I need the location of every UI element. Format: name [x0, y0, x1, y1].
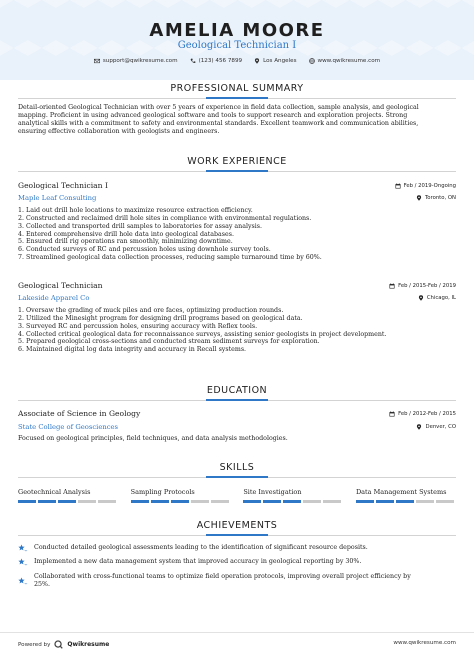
job-dates: [395, 183, 456, 189]
job-dates-text: Feb / 2015-Feb / 2019: [398, 283, 456, 289]
summary-divider: [18, 98, 456, 99]
powered-by-label: Powered by: [18, 641, 51, 648]
skill-segment-filled: [356, 500, 374, 503]
skill-segment-empty: [416, 500, 434, 503]
skill-segment-empty: [98, 500, 116, 503]
achievements-divider: [18, 535, 456, 536]
job-dates: [389, 283, 456, 289]
map-pin-icon: [254, 58, 260, 64]
skill-item: [356, 488, 456, 503]
skill-segment-filled: [376, 500, 394, 503]
skill-segment-filled: [38, 500, 56, 503]
skill-segment-filled: [18, 500, 36, 503]
summary-line: analytical skills with a commitment to safety and environmental standards. Excellent teamwork and communication abilities,: [18, 120, 419, 128]
list-item: 3. Surveyed RC and percussion holes, ensuring accuracy with Reflex tools.: [18, 322, 258, 330]
contact-phone[interactable]: [190, 58, 243, 64]
list-item: 1. Oversaw the grading of muck piles and ore faces, optimizing production rounds.: [18, 307, 284, 314]
job-title: Geological Technician: [18, 281, 103, 290]
summary-line: Detail-oriented Geological Technician with over 5 years of experience in field data collection, sample analysis, and geological: [18, 104, 419, 111]
skill-segment-empty: [323, 500, 341, 503]
summary-line: mapping. Proficient in using advanced geological software and tools to support research and exploration projects. Strong: [18, 112, 408, 120]
calendar-icon: [395, 183, 401, 189]
brand-name: Qwikresume: [67, 641, 110, 648]
email-text: support@qwikresume.com: [102, 58, 178, 64]
job-dates-text: Feb / 2019-Ongoing: [403, 183, 456, 189]
skill-segment-filled: [171, 500, 189, 503]
list-item: 4. Collected critical geological data for reconnaissance surveys, assisting senior geologists in project development.: [18, 330, 387, 338]
calendar-icon: [389, 283, 395, 289]
star-badge-icon: [18, 558, 28, 566]
achievement-item: [18, 573, 456, 589]
list-item: 6. Maintained digital log data integrity and accuracy in Recall systems.: [18, 346, 247, 354]
footer-website[interactable]: www.qwikresume.com: [393, 640, 456, 646]
skill-name: Data Management Systems: [355, 488, 447, 496]
achievement-item: [18, 558, 456, 566]
list-item: 5. Prepared geological cross-sections and conducted stream sediment surveys for exploration.: [18, 338, 320, 346]
skill-segment-empty: [303, 500, 321, 503]
resume-header: [0, 0, 474, 80]
envelope-icon: [94, 58, 100, 64]
star-badge-icon: [18, 544, 28, 552]
job-location-text: Toronto, ON: [424, 195, 456, 201]
skill-segment-empty: [211, 500, 229, 503]
skill-segment-filled: [263, 500, 281, 503]
job-location-text: Chicago, IL: [426, 295, 456, 301]
list-item: 7. Streamlined geological data collection processes, reducing sample turnaround time by 60%.: [18, 254, 322, 262]
location-text: Los Angeles: [263, 58, 297, 64]
phone-text: (123) 456 7899: [198, 58, 243, 64]
qwikresume-logo-icon: [54, 640, 63, 649]
skill-name: Sampling Protocols: [130, 488, 195, 496]
skill-segment-empty: [78, 500, 96, 503]
summary-line: ensuring effective collaboration with geologists and engineers.: [18, 128, 220, 136]
company-name: Lakeside Apparel Co: [18, 294, 90, 302]
job-bullets: [18, 307, 456, 354]
achievement-line: 25%.: [34, 581, 50, 588]
skill-level-bar: [356, 500, 456, 503]
skill-name: Geotechnical Analysis: [18, 488, 91, 496]
skill-segment-filled: [396, 500, 414, 503]
footer-divider: [0, 632, 474, 633]
degree-title: Associate of Science in Geology: [18, 409, 141, 418]
achievements-heading: ACHIEVEMENTS: [196, 520, 278, 531]
list-item: 6. Conducted surveys of RC and percussion holes using downhole survey tools.: [18, 246, 271, 254]
skill-item: [18, 488, 118, 503]
contact-website[interactable]: [309, 58, 381, 64]
skills-divider: [18, 477, 456, 478]
education-heading: EDUCATION: [206, 385, 268, 396]
globe-icon: [309, 58, 315, 64]
contact-bar: [0, 58, 474, 64]
skills-list: [18, 488, 456, 503]
skill-segment-filled: [243, 500, 261, 503]
education-location: [416, 424, 456, 430]
website-text: www.qwikresume.com: [317, 58, 381, 64]
skill-level-bar: [18, 500, 118, 503]
skills-heading: SKILLS: [219, 462, 255, 473]
education-location-text: Denver, CO: [425, 424, 456, 430]
skill-segment-filled: [283, 500, 301, 503]
location-pin-icon: [418, 295, 424, 301]
list-item: 4. Entered comprehensive drill hole data into geological databases.: [18, 230, 234, 238]
candidate-name: AMELIA MOORE: [149, 20, 325, 41]
skill-segment-filled: [151, 500, 169, 503]
calendar-icon: [389, 411, 395, 417]
skill-item: [131, 488, 231, 503]
achievement-item: [18, 544, 456, 552]
list-item: 5. Ensured drill rig operations ran smoothly, minimizing downtime.: [18, 238, 233, 246]
skill-level-bar: [131, 500, 231, 503]
list-item: 1. Laid out drill hole locations to maximize resource extraction efficiency.: [18, 207, 253, 214]
phone-icon: [190, 58, 196, 64]
achievement-text: Conducted detailed geological assessments leading to the identification of significant resource deposits.: [34, 544, 368, 551]
location-pin-icon: [416, 195, 422, 201]
location-pin-icon: [416, 424, 422, 430]
star-badge-icon: [18, 573, 28, 589]
skill-name: Site Investigation: [243, 488, 302, 496]
education-divider: [18, 400, 456, 401]
education-dates-text: Feb / 2012-Feb / 2015: [398, 411, 456, 417]
skill-segment-filled: [131, 500, 149, 503]
skill-segment-empty: [191, 500, 209, 503]
education-dates: [389, 411, 456, 417]
list-item: 2. Constructed and reclaimed drill hole sites in compliance with environmental regulations.: [18, 214, 312, 222]
powered-by[interactable]: [18, 640, 109, 649]
job-title: Geological Technician I: [18, 181, 108, 190]
skill-segment-empty: [436, 500, 454, 503]
skill-item: [243, 488, 343, 503]
company-name: Maple Leaf Consulting: [18, 194, 97, 202]
job-bullets: [18, 207, 456, 262]
list-item: 2. Utilized the Minesight program for designing drill programs based on geological data.: [18, 314, 303, 322]
job-location: [418, 295, 456, 301]
achievement-line: Collaborated with cross-functional teams to optimize field operation protocols, improving overall project efficiency by: [34, 573, 411, 580]
school-name: State College of Geosciences: [18, 423, 119, 431]
list-item: 3. Collected and transported drill samples to laboratories for assay analysis.: [18, 222, 263, 230]
skill-level-bar: [243, 500, 343, 503]
contact-location: [254, 58, 296, 64]
candidate-title: Geological Technician I: [177, 40, 297, 51]
summary-text: [18, 104, 456, 136]
job-location: [416, 195, 456, 201]
summary-heading: PROFESSIONAL SUMMARY: [170, 83, 304, 94]
achievement-text: Implemented a new data management system that improved accuracy in geological reporting by 30%.: [34, 558, 362, 565]
experience-heading: WORK EXPERIENCE: [187, 156, 287, 167]
education-description: Focused on geological principles, field techniques, and data analysis methodologies.: [18, 435, 288, 442]
contact-email[interactable]: [94, 58, 178, 64]
experience-divider: [18, 171, 456, 172]
achievement-text: [34, 573, 411, 589]
skill-segment-filled: [58, 500, 76, 503]
